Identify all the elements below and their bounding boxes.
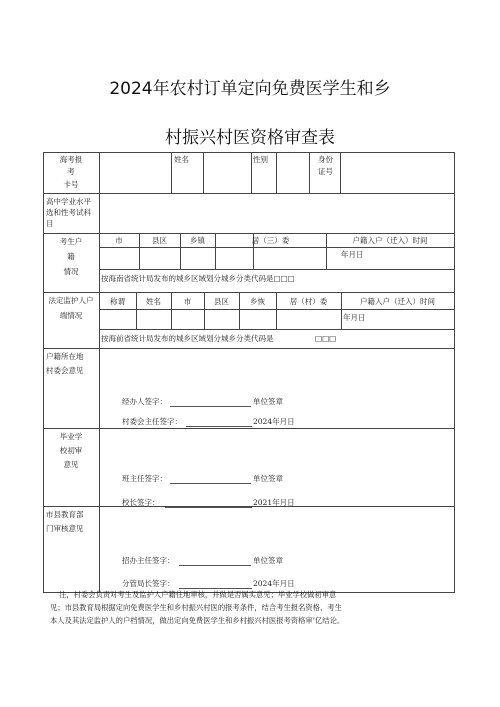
unit-seal-label: 单位签章 bbox=[253, 397, 283, 406]
row-divider bbox=[43, 428, 454, 429]
row-divider bbox=[99, 247, 454, 248]
signature-line[interactable] bbox=[165, 507, 252, 508]
household-label: 籍 bbox=[67, 252, 75, 261]
area-code-text: 按海前省统计局发布的城乡区域划分城乡分类代码是 bbox=[101, 334, 274, 343]
cell-divider bbox=[309, 152, 310, 193]
move-in-time-label: 户籍入户（迁入）时间 bbox=[360, 297, 435, 306]
city-label: 市 bbox=[115, 236, 123, 245]
row-divider bbox=[43, 292, 454, 293]
label-column-divider bbox=[99, 152, 100, 592]
qualification-review-form bbox=[43, 152, 454, 592]
id-number-label: 身份 bbox=[318, 155, 333, 164]
exam-number-label: 卡号 bbox=[63, 180, 79, 189]
signature-line[interactable] bbox=[170, 483, 251, 484]
table-border-top bbox=[43, 152, 454, 153]
principal-signature-label: 校长签字： bbox=[122, 498, 160, 507]
row-divider bbox=[43, 233, 454, 234]
move-in-time-label: 户籍入户（迁入）时间 bbox=[352, 236, 428, 245]
date-label: 年月日 bbox=[341, 250, 364, 259]
guardian-label: 法定监护人户 bbox=[48, 296, 94, 305]
exam-subjects-label: 高中学业水平选和性考试科目 bbox=[46, 197, 91, 228]
table-border-right bbox=[454, 152, 455, 593]
note-line: 本人及其法定监护人的户档情况，做出定向免费医学生和乡村振兴村医报考资格审’亿结论。 bbox=[50, 616, 345, 625]
row-divider bbox=[99, 329, 454, 330]
name-label: 姓名 bbox=[174, 155, 189, 164]
unit-seal-label: 单位签章 bbox=[253, 474, 283, 483]
row-divider bbox=[43, 348, 454, 349]
date-label: 年月日 bbox=[343, 313, 366, 322]
unit-seal-label: 单位签章 bbox=[253, 556, 283, 565]
cell-divider bbox=[276, 152, 277, 193]
form-note bbox=[50, 588, 450, 627]
note-line: 见；市县教育局根据定向免费医学生和乡村振兴村医的报考条件，结合考生报名资格、考生 bbox=[50, 603, 342, 612]
signature-line[interactable] bbox=[186, 426, 252, 427]
village-committee-label: 居（三）委 bbox=[251, 236, 290, 245]
id-number-label: 证号 bbox=[318, 167, 333, 176]
teacher-signature-label: 班主任签字： bbox=[122, 474, 167, 483]
date-label: 2024年月日 bbox=[253, 417, 295, 426]
household-label: 考生户 bbox=[59, 237, 83, 246]
guardian-label: 端情况 bbox=[59, 311, 83, 320]
bureau-opinion-label: 门审核意见 bbox=[46, 524, 84, 533]
signature-line[interactable] bbox=[170, 406, 251, 407]
guardian-name-label: 姓名 bbox=[146, 297, 161, 306]
form-title-line-1: 2024年农村订单定向免费医学生和乡 bbox=[109, 79, 391, 99]
village-committee-label: 居（村）委 bbox=[289, 297, 328, 306]
county-label: 县区 bbox=[152, 236, 167, 245]
relation-label: 称谓 bbox=[110, 297, 125, 306]
cell-divider bbox=[340, 152, 341, 193]
city-label: 市 bbox=[183, 297, 192, 306]
note-line: 注，村委会负责对考生及监护人户籍住地审核，并做是否属实意见；毕业学校做初审意 bbox=[59, 590, 337, 599]
county-label: 县区 bbox=[214, 297, 229, 306]
cell-divider bbox=[251, 152, 252, 193]
bureau-head-signature-label: 分管局长签字： bbox=[122, 579, 175, 588]
handler-signature-label: 经办人签字： bbox=[122, 397, 167, 406]
date-label: 2024年月日 bbox=[253, 579, 295, 588]
exam-number-label: 考 bbox=[67, 167, 75, 176]
signature-line[interactable] bbox=[179, 565, 251, 566]
gender-label: 性别 bbox=[253, 155, 268, 164]
cell-divider bbox=[171, 152, 172, 193]
village-opinion-label: 村委会意见 bbox=[46, 366, 84, 375]
area-code-text: 按海南省统计局发布的城乡区域划分城乡分类代码是□□□ bbox=[101, 274, 295, 283]
date-label: 2021年月日 bbox=[253, 498, 295, 507]
cell-divider bbox=[203, 152, 204, 193]
town-label: 乡恢 bbox=[250, 297, 265, 306]
town-label: 乡镇 bbox=[190, 236, 205, 245]
school-opinion-label: 意见 bbox=[63, 460, 79, 469]
admissions-signature-label: 招办主任签字： bbox=[122, 556, 175, 565]
table-border-left bbox=[43, 152, 44, 592]
bureau-opinion-label: 市县教育部 bbox=[46, 510, 84, 519]
school-opinion-label: 校初审 bbox=[59, 446, 83, 455]
row-divider bbox=[99, 269, 454, 270]
household-label: 情况 bbox=[63, 267, 79, 276]
row-divider bbox=[43, 193, 454, 194]
exam-number-label: 海考报 bbox=[59, 155, 83, 164]
school-opinion-label: 毕业学 bbox=[59, 432, 83, 441]
village-opinion-label: 户籍所在地 bbox=[46, 352, 84, 361]
director-signature-label: 村委会主任签字： bbox=[122, 417, 182, 426]
area-code-boxes: □□□ bbox=[315, 334, 337, 343]
form-title-line-2: 村振兴村医资格审查表 bbox=[165, 128, 335, 148]
